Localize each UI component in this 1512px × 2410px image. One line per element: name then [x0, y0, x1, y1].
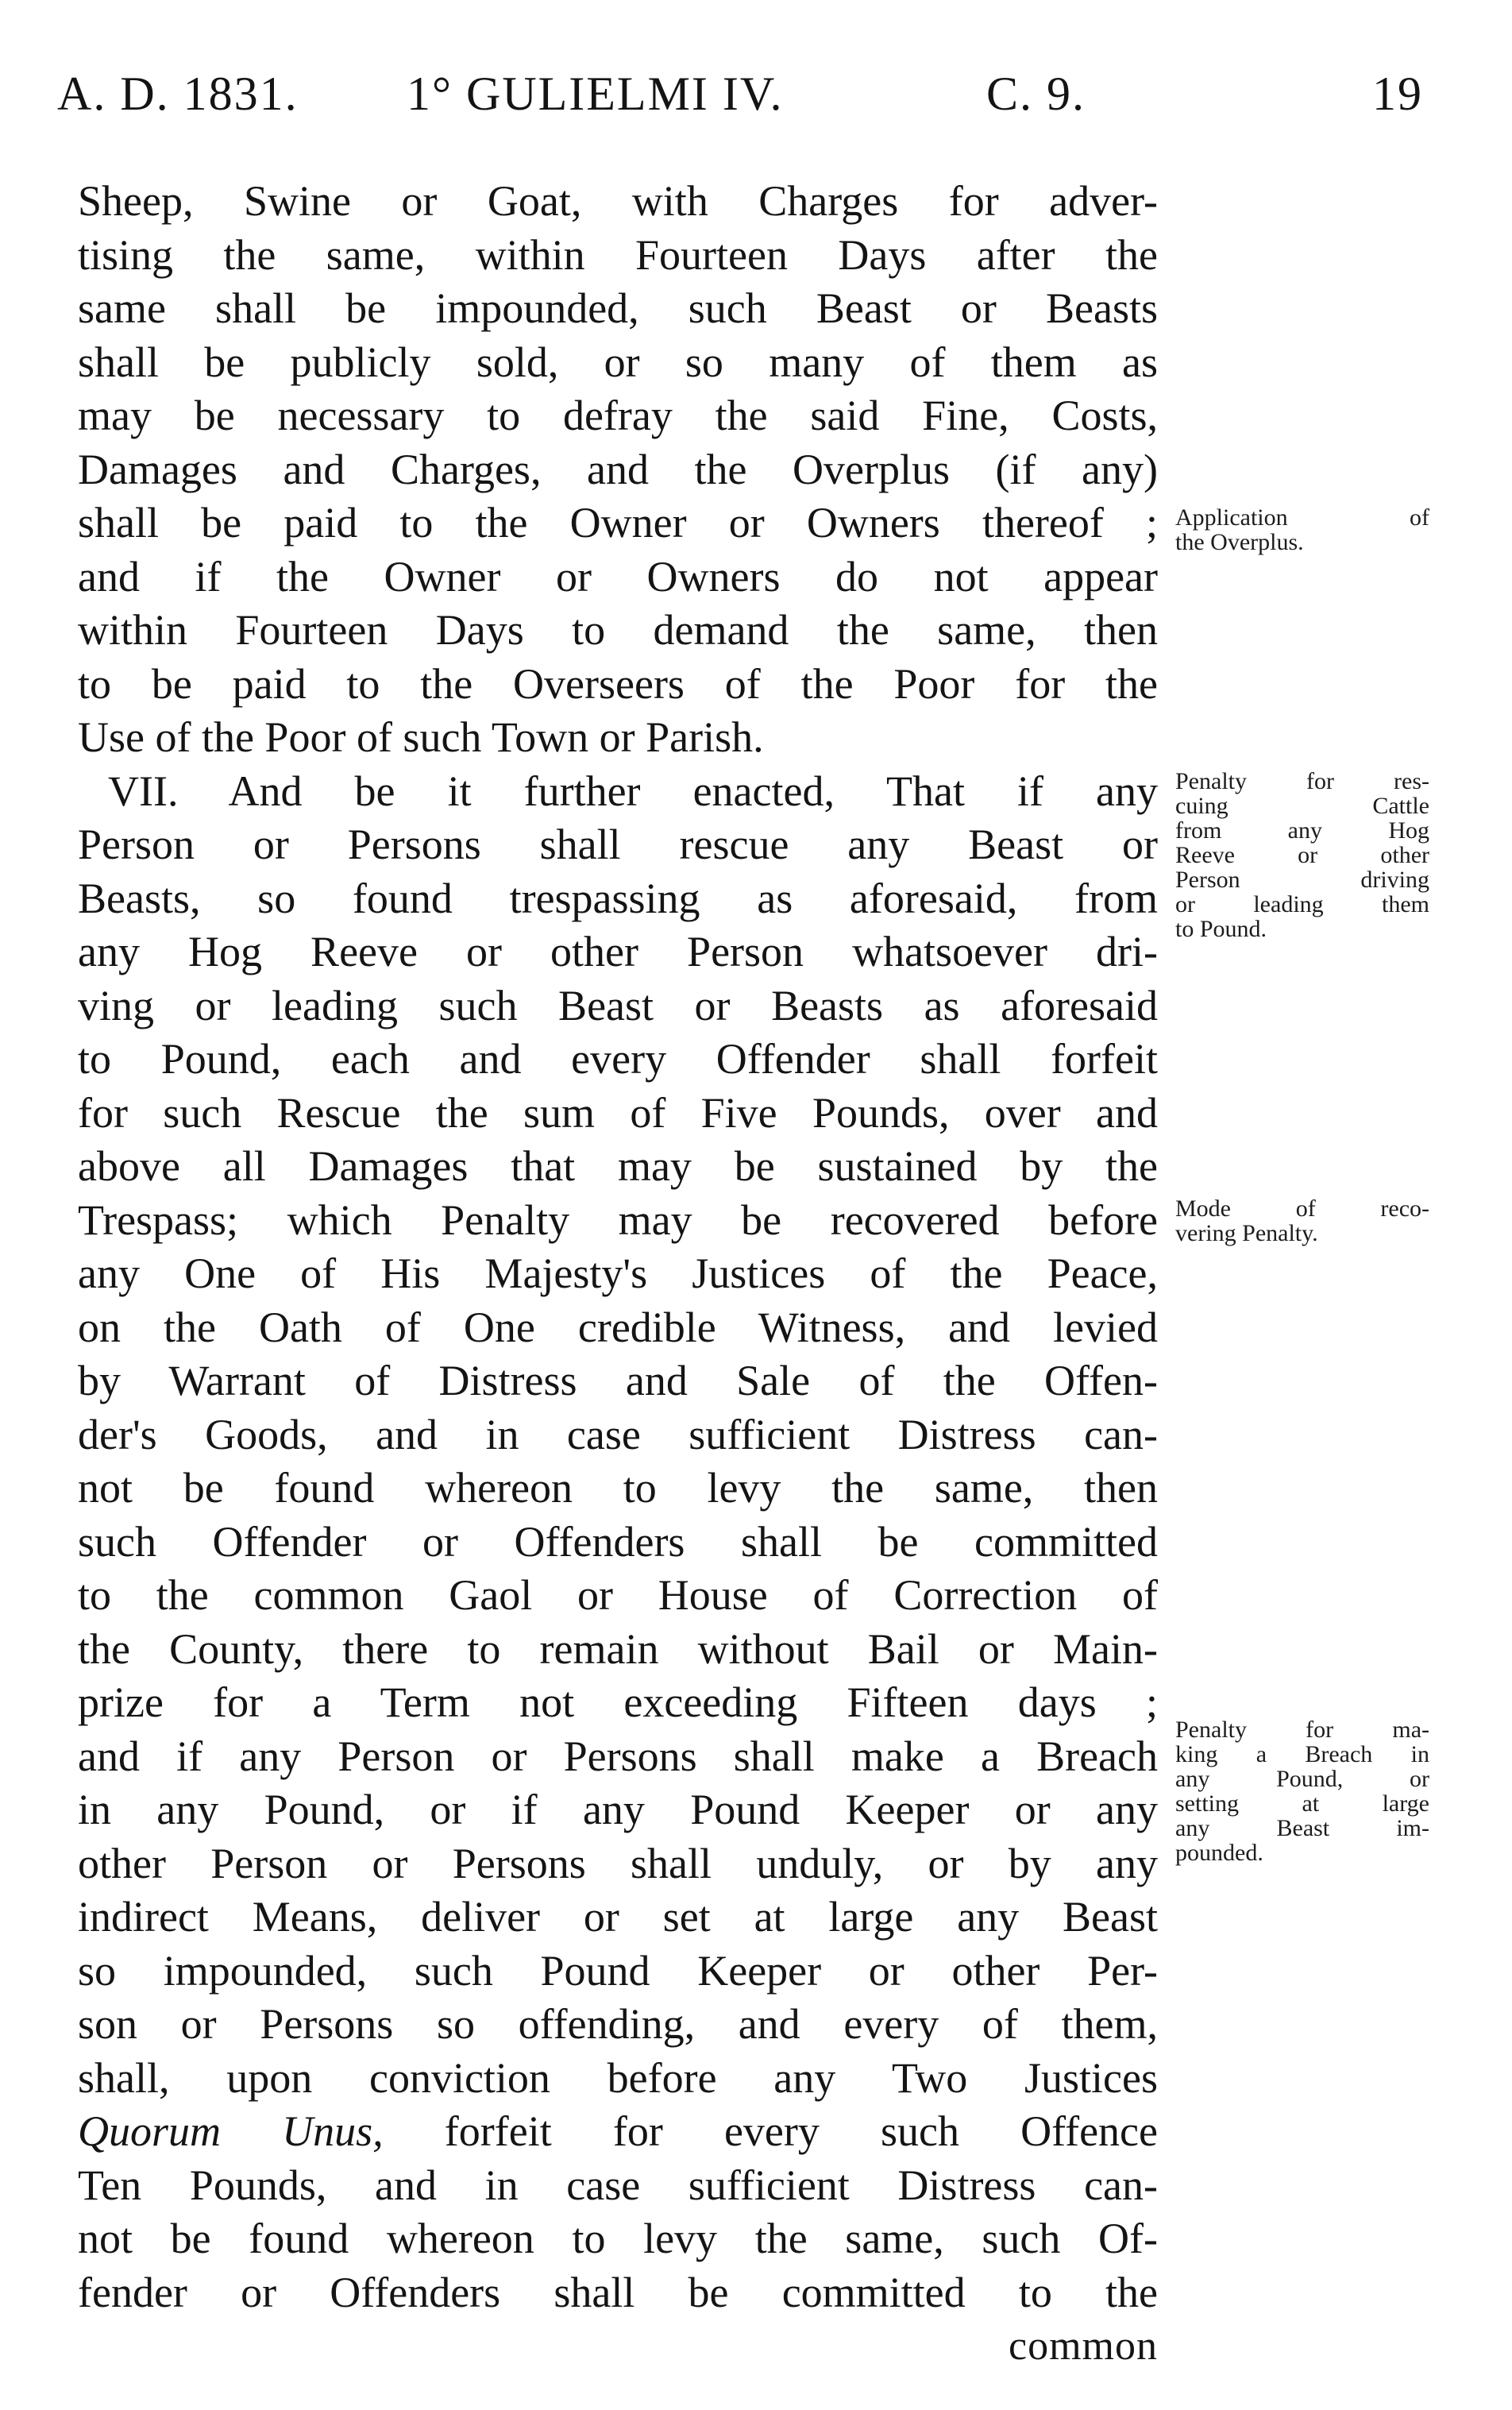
text-line: and if the Owner or Owners do not appear [78, 552, 1158, 601]
statute-text [78, 175, 1158, 2373]
margin-note-line: or leading them [1175, 891, 1429, 917]
header-year: A. D. 1831. [57, 68, 299, 120]
text-line-with-italic [78, 2105, 1158, 2159]
text-line: Ten Pounds, and in case sufficient Distress can- [78, 2161, 1158, 2209]
text-line: so impounded, such Pound Keeper or other Per- [78, 1946, 1158, 1995]
margin-note-line: king a Breach in [1175, 1741, 1429, 1767]
margin-note-penalty-breach [1175, 1717, 1429, 1865]
margin-note-mode-recovering [1175, 1196, 1429, 1246]
text-line: shall be paid to the Owner or Owners thereof ; [78, 499, 1158, 546]
margin-note-line: vering Penalty. [1175, 1220, 1318, 1246]
text-line: within Fourteen Days to demand the same, then [78, 606, 1158, 654]
text-line: not be found whereon to levy the same, such Of- [78, 2215, 1158, 2262]
margin-note-line: Person driving [1175, 867, 1429, 893]
text-line: not be found whereon to levy the same, then [78, 1464, 1158, 1512]
text-line: Trespass; which Penalty may be recovered before [78, 1195, 1158, 1244]
text-line: on the Oath of One credible Witness, and levied [78, 1303, 1158, 1351]
page-number: 19 [1372, 68, 1423, 120]
margin-note-application-overplus [1175, 505, 1429, 554]
text-line: the County, there to remain without Bail or Main- [78, 1624, 1158, 1673]
text-line: Person or Persons shall rescue any Beast or [78, 821, 1158, 868]
catchword: common [1009, 2323, 1158, 2369]
margin-note-line: any Pound, or [1175, 1766, 1429, 1792]
margin-note-line: setting at large [1175, 1790, 1429, 1817]
text-line: for such Rescue the sum of Five Pounds, over and [78, 1088, 1158, 1137]
margin-note-line: Penalty for res- [1175, 768, 1429, 794]
text-line: other Person or Persons shall unduly, or by any [78, 1839, 1158, 1887]
text-line: to Pound, each and every Offender shall forfeit [78, 1035, 1158, 1083]
margin-note-line: to Pound. [1175, 916, 1267, 942]
header-chapter: C. 9. [986, 68, 1086, 120]
text-line: Beasts, so found trespassing as aforesaid, from [78, 874, 1158, 922]
text-line: shall be publicly sold, or so many of them as [78, 338, 1158, 386]
text-line: Sheep, Swine or Goat, with Charges for adver- [78, 177, 1158, 225]
margin-note-line: Reeve or other [1175, 842, 1429, 868]
section-vii-start: VII. And be it further enacted, That if any [108, 767, 1158, 815]
margin-note-line: cuing Cattle [1175, 793, 1429, 819]
text-line: such Offender or Offenders shall be committed [78, 1517, 1158, 1566]
text-line: by Warrant of Distress and Sale of the Offen- [78, 1357, 1158, 1404]
text-line: shall, upon conviction before any Two Justices [78, 2053, 1158, 2102]
text-line: and if any Person or Persons shall make a Breach [78, 1732, 1158, 1780]
text-line: to the common Gaol or House of Correction of [78, 1571, 1158, 1619]
margin-note-line: Penalty for ma- [1175, 1717, 1429, 1743]
text-line: to be paid to the Overseers of the Poor for the [78, 659, 1158, 708]
text-line: fender or Offenders shall be committed to the [78, 2268, 1158, 2316]
text-line: same shall be impounded, such Beast or Beasts [78, 284, 1158, 332]
text-line: prize for a Term not exceeding Fifteen days ; [78, 1678, 1158, 1726]
margin-note-line: pounded. [1175, 1840, 1263, 1866]
margin-note-line: Mode of reco- [1175, 1195, 1429, 1222]
running-header [57, 62, 1423, 126]
text-line: any Hog Reeve or other Person whatsoever dri- [78, 928, 1158, 975]
text-line: any One of His Majesty's Justices of the Peace, [78, 1249, 1158, 1297]
italic-latin-phrase: Quorum Unus, [78, 2107, 384, 2155]
text-line-remainder: forfeit for every such Offence [444, 2107, 1158, 2155]
header-reign: 1° GULIELMI IV. [407, 68, 784, 120]
margin-note-line: Application of [1175, 504, 1429, 531]
text-line: above all Damages that may be sustained by the [78, 1142, 1158, 1190]
margin-note-line: the Overplus. [1175, 529, 1304, 555]
text-line: Damages and Charges, and the Overplus (if any) [78, 445, 1158, 493]
text-line: in any Pound, or if any Pound Keeper or any [78, 1786, 1158, 1833]
text-line: ving or leading such Beast or Beasts as aforesaid [78, 981, 1158, 1029]
margin-note-line: any Beast im- [1175, 1815, 1429, 1841]
text-line: indirect Means, deliver or set at large any Beast [78, 1893, 1158, 1941]
margin-note-line: from any Hog [1175, 817, 1429, 844]
text-line: may be necessary to defray the said Fine, Costs, [78, 392, 1158, 439]
text-line: der's Goods, and in case sufficient Distress can- [78, 1410, 1158, 1458]
text-line: son or Persons so offending, and every of them, [78, 2000, 1158, 2048]
margin-note-penalty-rescuing [1175, 769, 1429, 941]
text-line: Use of the Poor of such Town or Parish. [78, 713, 764, 761]
text-line: tising the same, within Fourteen Days after the [78, 230, 1158, 279]
